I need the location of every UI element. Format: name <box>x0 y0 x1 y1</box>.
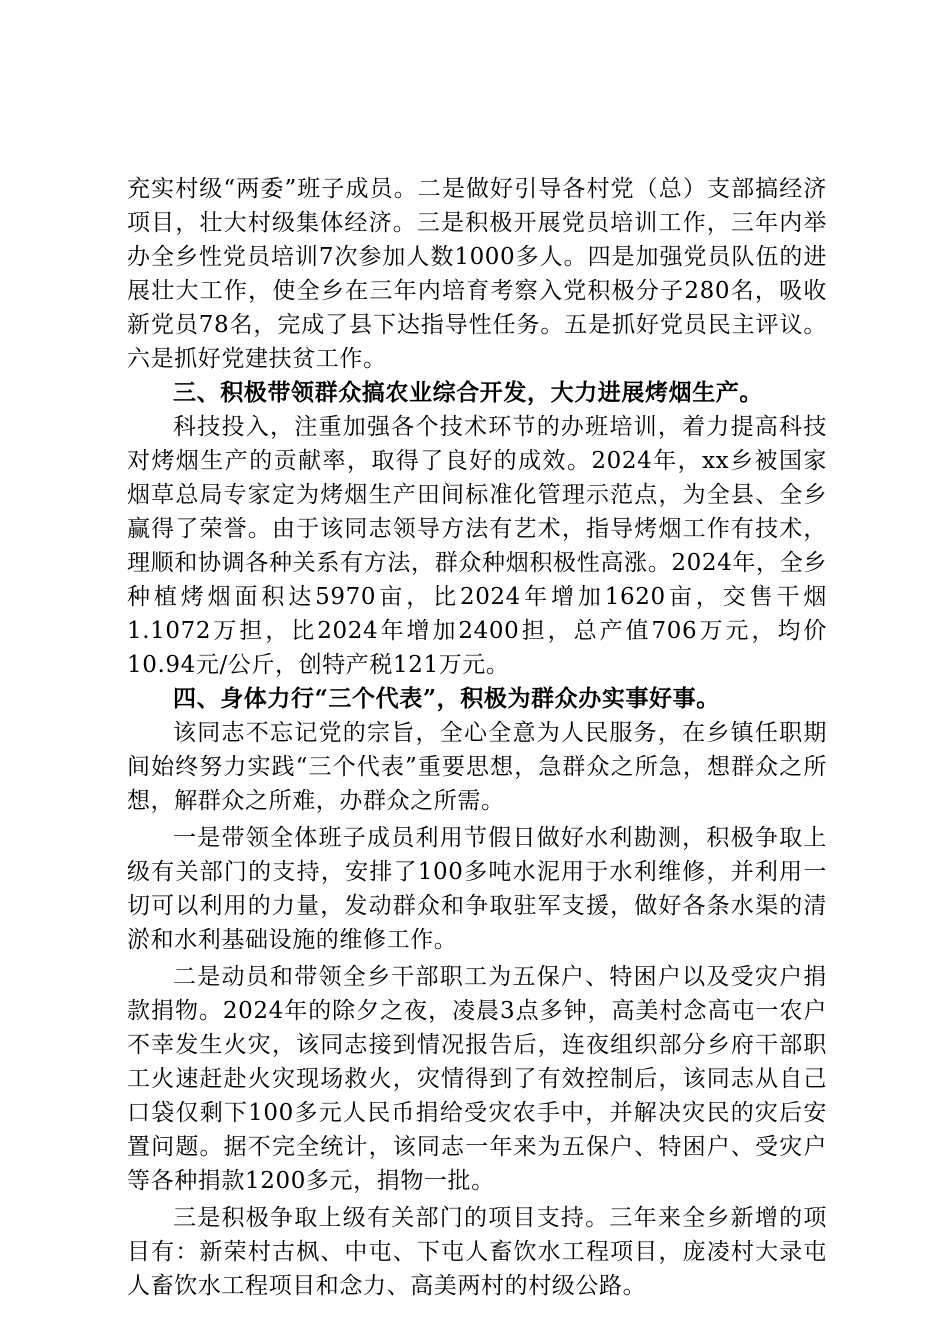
paragraph-party-building: 充实村级“两委”班子成员。二是做好引导各村党（总）支部搞经济项目，壮大村级集体经济。三是积极开展党员培训工作，三年内举办全乡性党员培训7次参加人数1000多人。四是加强党员队伍的进展壮大工作，使全乡在三年内培育考察入党积极分子280名，吸收新党员78名，完成了县下达指导性任务。五是抓好党员民主评议。六是抓好党建扶贫工作。 <box>127 176 827 372</box>
paragraph-donations: 二是动员和带领全乡干部职工为五保户、特困户以及受灾户捐款捐物。2024年的除夕之夜，凌晨3点多钟，高美村念高屯一农户不幸发生火灾，该同志接到情况报告后，连夜组织部分乡府干部职工火速赶赴火灾现场救火，灾情得到了有效控制后，该同志从自己口袋仅剩下100多元人民币捐给受灾农手中，并解决灾民的灾后安置问题。据不完全统计，该同志一年来为五保户、特困户、受灾户等各种捐款1200多元，捐物一批。 <box>127 964 827 1194</box>
document-page <box>127 172 827 1303</box>
paragraph-service: 该同志不忘记党的宗旨，全心全意为人民服务，在乡镇任职期间始终努力实践“三个代表”重要思想，急群众之所急，想群众之所想，解群众之所难，办群众之所需。 <box>127 720 827 814</box>
paragraph-tobacco: 科技投入，注重加强各个技术环节的办班培训，着力提高科技对烤烟生产的贡献率，取得了良好的成效。2024年，xx乡被国家烟草总局专家定为烤烟生产田间标准化管理示范点，为全县、全乡赢得了荣誉。由于该同志领导方法有艺术，指导烤烟工作有技术，理顺和协调各种关系有方法，群众种烟积极性高涨。2024年，全乡种植烤烟面积达5970亩，比2024年增加1620亩，交售干烟1.1072万担，比2024年增加2400担，总产值706万元，均价10.94元/公斤，创特产税121万元。 <box>127 414 827 678</box>
paragraph-water-conservancy: 一是带领全体班子成员利用节假日做好水利勘测，积极争取上级有关部门的支持，安排了100多吨水泥用于水利维修，并利用一切可以利用的力量，发动群众和争取驻军支援，做好各条水渠的清淤和水利基础设施的维修工作。 <box>127 825 827 953</box>
section-heading-3: 三、积极带领群众搞农业综合开发，大力进展烤烟生产。 <box>173 379 763 406</box>
section-heading-4: 四、身体力行“三个代表”，积极为群众办实事好事。 <box>173 685 720 712</box>
paragraph-projects: 三是积极争取上级有关部门的项目支持。三年来全乡新增的项目有：新荣村古枫、中屯、下屯人畜饮水工程项目，庞凌村大录屯人畜饮水工程项目和念力、高美两村的村级公路。 <box>127 1205 827 1299</box>
